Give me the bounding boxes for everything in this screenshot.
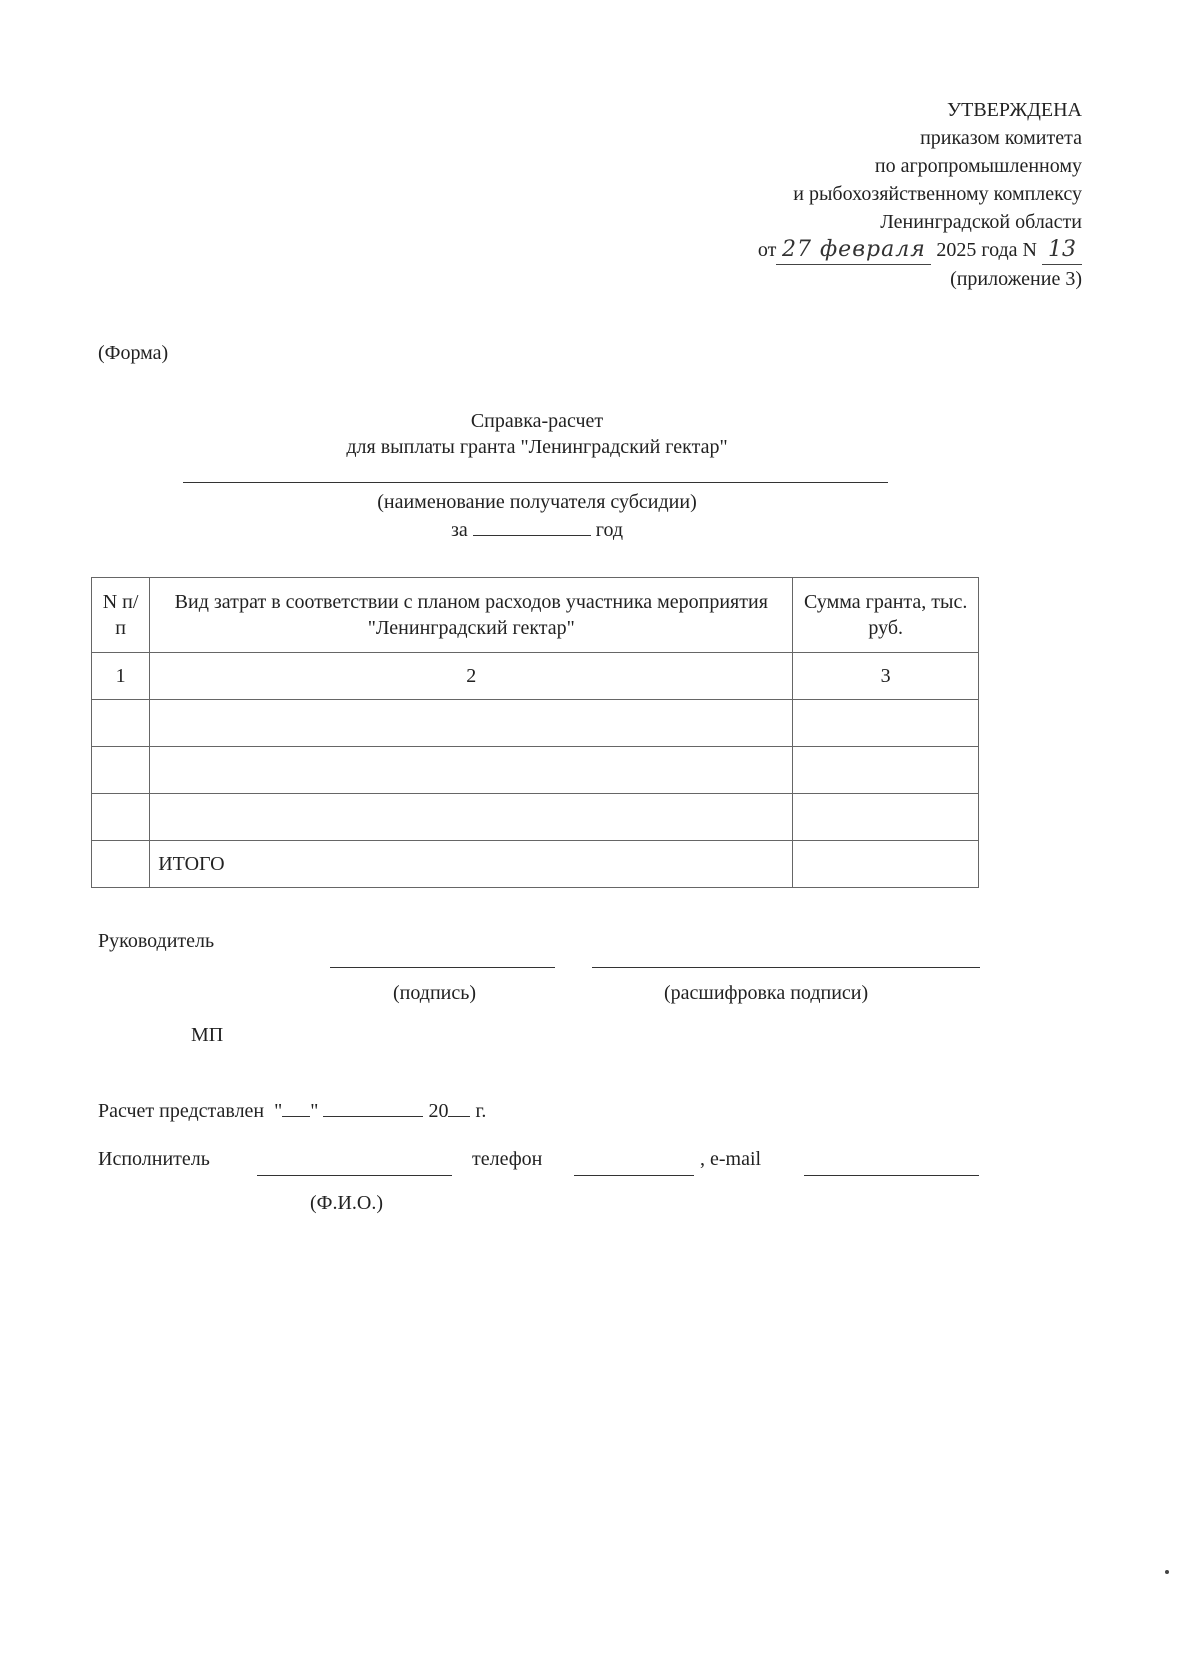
approval-date-line [758,236,1082,265]
recipient-name-line [183,482,888,483]
executor-label: Исполнитель [98,1148,210,1170]
table-cell [150,747,793,794]
title-line: для выплаты гранта "Ленинградский гектар" [346,436,728,458]
table-row [92,747,979,794]
decoding-caption: (расшифровка подписи) [664,982,869,1004]
approval-block [758,96,1082,293]
total-amount-cell [793,841,979,888]
phone-label: телефон [472,1148,543,1170]
table-cell [92,841,150,888]
table-cell [150,794,793,841]
approval-line: по агропромышленному [874,155,1082,177]
column-number: 3 [793,653,979,700]
phone-line [574,1174,694,1176]
table-cell [92,747,150,794]
appendix-label: (приложение 3) [950,268,1082,290]
email-label: , e-mail [700,1148,762,1170]
table-cell [92,794,150,841]
year-prefix: 20 [428,1100,449,1122]
total-row [92,841,979,888]
recipient-block [0,488,1074,544]
header-grant-amount: Сумма гранта, тыс. руб. [793,578,979,653]
handwritten-number: 13 [1042,236,1082,265]
stamp-place: МП [191,1024,224,1046]
date-prefix: от [757,239,777,261]
table-row [92,700,979,747]
handwritten-date: 27 февраля [776,236,931,265]
fio-caption: (Ф.И.О.) [310,1192,384,1214]
signature-caption: (подпись) [393,982,477,1004]
header-number: N п/п [92,578,150,653]
table-cell [793,794,979,841]
signature-decoding-line [592,966,980,968]
total-label: ИТОГО [150,841,793,888]
month-blank [323,1098,423,1117]
submission-line [98,1098,486,1123]
table-cell [150,700,793,747]
grant-table [91,577,979,888]
approval-line: Ленинградской области [880,211,1082,233]
column-number: 1 [92,653,150,700]
year-line [0,516,1074,544]
table-header-row [92,578,979,653]
header-expense-type: Вид затрат в соответствии с планом расходов участника мероприятия "Ленинградский гектар" [150,578,793,653]
document-title [0,408,1074,460]
table-cell [793,700,979,747]
year-suffix: г. [475,1100,487,1122]
approval-line: и рыбохозяйственному комплексу [793,183,1082,205]
quote-close: " [310,1100,319,1122]
date-suffix: 2025 года N [936,239,1037,261]
table-row [92,794,979,841]
year-prefix: за [450,519,468,541]
column-number-row [92,653,979,700]
recipient-caption: (наименование получателя субсидии) [377,491,697,513]
table-cell [92,700,150,747]
email-line [804,1174,979,1176]
year-blank [448,1098,470,1117]
day-blank [282,1098,310,1117]
approval-title: УТВЕРЖДЕНА [946,99,1082,121]
submission-prefix: Расчет представлен [98,1100,265,1122]
form-label: (Форма) [98,342,169,364]
executor-name-line [257,1174,452,1176]
approval-line: приказом комитета [920,127,1082,149]
quote-open: " [274,1100,283,1122]
year-blank [473,517,591,536]
year-suffix: год [595,519,624,541]
head-label: Руководитель [98,930,215,952]
scan-speck [1165,1570,1169,1574]
table-cell [793,747,979,794]
column-number: 2 [150,653,793,700]
title-line: Справка-расчет [470,410,604,432]
signature-line [330,966,555,968]
